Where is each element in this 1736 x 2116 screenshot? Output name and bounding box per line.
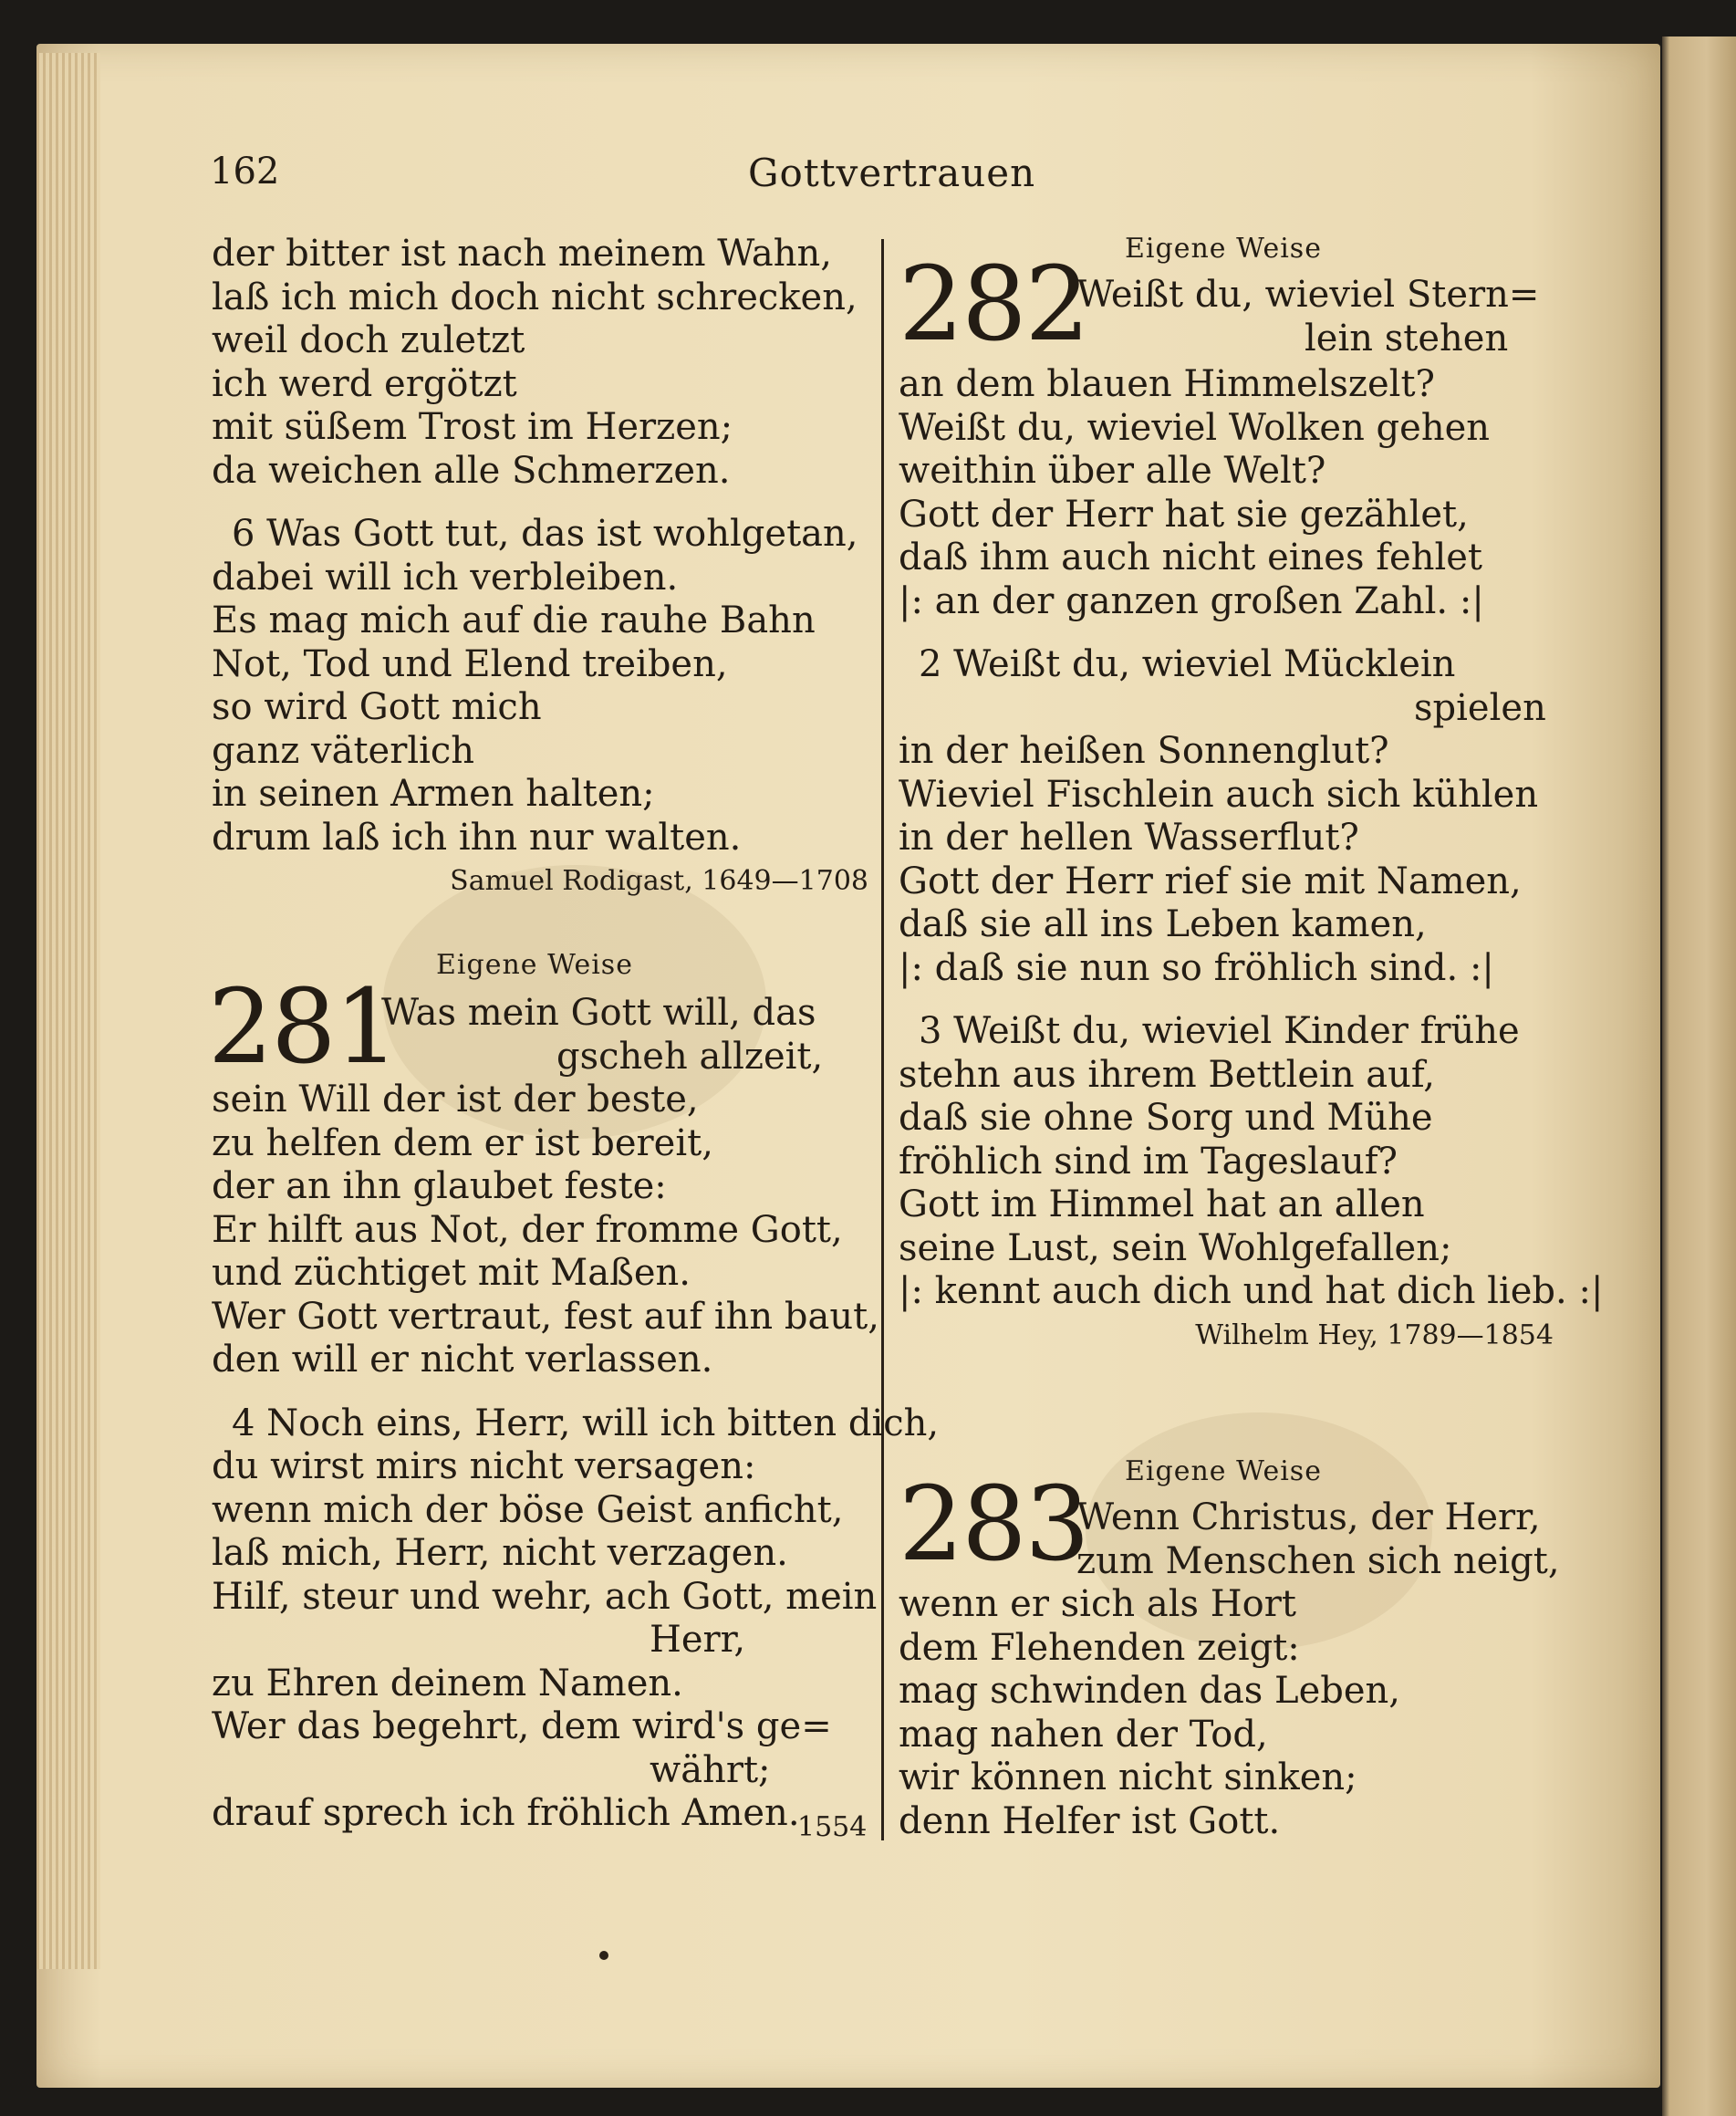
hymn-year: 1554 — [797, 1811, 868, 1843]
verse-line-continuation: zum Menschen sich neigt, — [1076, 1539, 1560, 1582]
hymn-281-stanza-1 — [212, 1079, 940, 1836]
verse-line: laß mich, Herr, nicht verzagen. — [212, 1532, 788, 1574]
verse-line: Er hilft aus Not, der fromme Gott, — [212, 1208, 843, 1251]
running-title: Gottvertrauen — [748, 151, 1036, 195]
verse-line: Weißt du, wieviel Wolken gehen — [899, 406, 1491, 449]
hymn-number: 281 — [208, 968, 398, 1087]
verse-line-continuation: lein stehen — [1305, 317, 1509, 360]
verse-line: weil doch zuletzt — [212, 319, 525, 361]
verse-line: dem Flehenden zeigt: — [899, 1626, 1300, 1669]
verse-line: denn Helfer ist Gott. — [899, 1799, 1281, 1842]
hymn-282-first-line — [1076, 274, 1539, 360]
hymn-number: 282 — [899, 245, 1088, 364]
verse-line: ganz väterlich — [212, 729, 475, 772]
verse-line: stehn aus ihrem Bettlein auf, — [899, 1053, 1436, 1096]
verse-line: ich werd ergötzt — [212, 362, 517, 405]
verse-line: zu Ehren deinem Namen. — [212, 1662, 683, 1704]
verse-line: daß sie all ins Leben kamen, — [899, 903, 1427, 945]
verse-line: der an ihn glaubet feste: — [212, 1165, 667, 1207]
verse-line: wir können nicht sinken; — [899, 1756, 1357, 1798]
verse-line: daß ihm auch nicht eines fehlet — [899, 537, 1482, 579]
verse-line: mit süßem Trost im Herzen; — [212, 406, 733, 448]
page-stack-edges — [36, 53, 100, 1969]
verse-line: Gott der Herr hat sie gezählet, — [899, 493, 1469, 536]
verse-line: den will er nicht verlassen. — [212, 1339, 713, 1381]
verse-line: in der hellen Wasserflut? — [899, 817, 1359, 859]
verse-line: Was mein Gott will, das — [381, 992, 816, 1034]
hymn-280-stanza-6 — [212, 513, 868, 860]
verse-line: daß sie ohne Sorg und Mühe — [899, 1097, 1433, 1139]
hymn-number: 283 — [899, 1465, 1088, 1584]
verse-line: der bitter ist nach meinem Wahn, — [212, 233, 832, 275]
verse-line-continuation: spielen — [1414, 686, 1546, 729]
verse-line-continuation: gscheh allzeit, — [556, 1035, 824, 1078]
verse-line: da weichen alle Schmerzen. — [212, 449, 731, 492]
verse-line-continuation: Herr, — [650, 1619, 746, 1661]
left-column — [212, 233, 868, 903]
hymn-280-continuation — [212, 233, 868, 493]
verse-line: Es mag mich auf die rauhe Bahn — [212, 599, 816, 641]
adjacent-page-edge — [1662, 36, 1736, 2116]
verse-line: Weißt du, wieviel Stern= — [1076, 274, 1540, 316]
column-divider — [881, 239, 884, 1840]
verse-line: dabei will ich verbleiben. — [212, 556, 679, 599]
page-number: 162 — [210, 151, 280, 193]
hymn-283-first-line — [1076, 1496, 1560, 1583]
verse-line: Wer das begehrt, dem wird's ge= — [212, 1705, 832, 1747]
verse-line: |: an der ganzen großen Zahl. :| — [899, 579, 1484, 622]
author-attribution: Samuel Rodigast, 1649—1708 — [450, 865, 868, 897]
verse-line: fröhlich sind im Tageslauf? — [899, 1140, 1398, 1183]
melody-label: Eigene Weise — [1125, 233, 1322, 265]
verse-line: wenn mich der böse Geist anficht, — [212, 1488, 844, 1531]
verse-line: Wer Gott vertraut, fest auf ihn baut, — [212, 1295, 879, 1338]
verse-line: in der heißen Sonnenglut? — [899, 730, 1389, 772]
verse-line: Not, Tod und Elend treiben, — [212, 642, 728, 685]
verse-line: zu helfen dem er ist bereit, — [212, 1121, 713, 1164]
hymn-281-first-line — [381, 992, 823, 1079]
verse-line: Gott der Herr rief sie mit Namen, — [899, 860, 1522, 902]
verse-line: mag nahen der Tod, — [899, 1713, 1268, 1756]
verse-line: in seinen Armen halten; — [212, 773, 655, 815]
verse-line-continuation: währt; — [650, 1748, 771, 1791]
verse-line: 2 Weißt du, wieviel Mücklein — [919, 643, 1456, 685]
verse-line: wenn er sich als Hort — [899, 1583, 1296, 1625]
verse-line: du wirst mirs nicht versagen: — [212, 1445, 756, 1487]
author-attribution: Wilhelm Hey, 1789—1854 — [1195, 1319, 1554, 1351]
verse-line: weithin über alle Welt? — [899, 450, 1326, 492]
verse-line: |: daß sie nun so fröhlich sind. :| — [899, 946, 1494, 989]
verse-line: sein Will der ist der beste, — [212, 1079, 699, 1121]
verse-line: mag schwinden das Leben, — [899, 1670, 1401, 1712]
verse-line: laß ich mich doch nicht schrecken, — [212, 276, 858, 318]
verse-line: Gott im Himmel hat an allen — [899, 1183, 1425, 1225]
verse-line: Wenn Christus, der Herr, — [1076, 1496, 1541, 1538]
verse-line: Hilf, steur und wehr, ach Gott, mein — [212, 1575, 878, 1618]
verse-line: so wird Gott mich — [212, 686, 542, 728]
melody-label: Eigene Weise — [436, 949, 633, 981]
hymn-282-stanzas — [899, 363, 1604, 1357]
verse-line: seine Lust, sein Wohlgefallen; — [899, 1226, 1452, 1269]
verse-line: 6 Was Gott tut, das ist wohlgetan, — [232, 513, 858, 555]
verse-line: an dem blauen Himmelszelt? — [899, 363, 1435, 405]
verse-line: 3 Weißt du, wieviel Kinder frühe — [919, 1010, 1520, 1052]
hymn-283-stanza-1 — [899, 1583, 1554, 1843]
melody-label: Eigene Weise — [1125, 1455, 1322, 1487]
verse-line: und züchtiget mit Maßen. — [212, 1252, 691, 1294]
verse-line: drauf sprech ich fröhlich Amen. — [212, 1792, 800, 1834]
ink-dot — [599, 1951, 608, 1960]
verse-line: |: kennt auch dich und hat dich lieb. :| — [899, 1270, 1604, 1312]
verse-line: drum laß ich ihn nur walten. — [212, 816, 742, 859]
verse-line: 4 Noch eins, Herr, will ich bitten dich, — [232, 1402, 940, 1444]
verse-line: Wieviel Fischlein auch sich kühlen — [899, 773, 1539, 816]
